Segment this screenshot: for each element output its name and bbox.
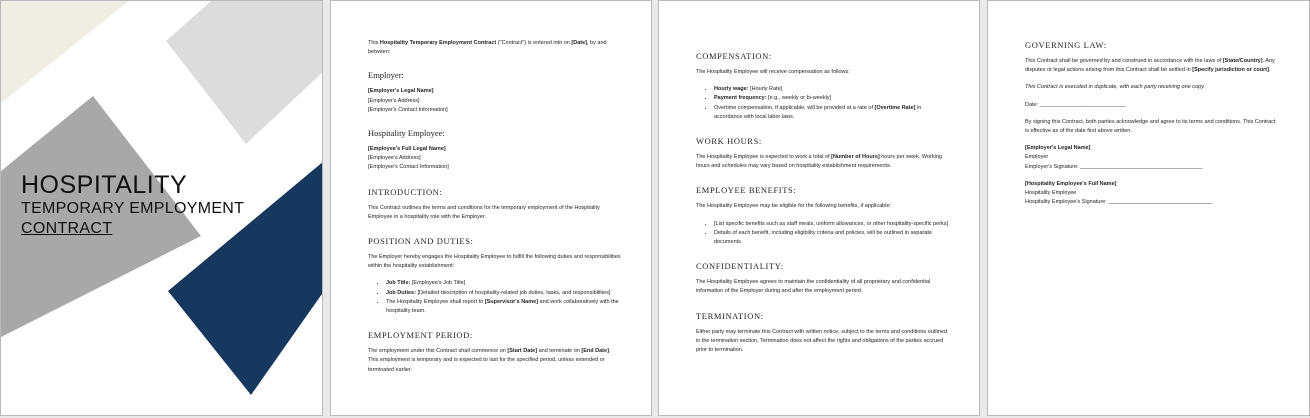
list-item: • Hourly wage: [Hourly Rate] bbox=[714, 85, 949, 94]
employee-signature-block: [Hospitality Employee's Full Name] Hospitality Employee Hospitality Employee's Signature: __________________________________ bbox=[1025, 180, 1279, 208]
cover-title-line2: TEMPORARY EMPLOYMENT bbox=[21, 200, 245, 217]
list-item: • [List specific benefits such as staff meals, uniform allowances, or other hospitality-specific perks] bbox=[714, 220, 949, 229]
employer-block: [Employer's Legal Name] [Employer's Address] [Employer's Contact Information] bbox=[368, 88, 448, 113]
period-heading: EMPLOYMENT PERIOD: bbox=[368, 330, 473, 341]
introduction-heading: INTRODUCTION: bbox=[368, 186, 443, 197]
benefits-list bbox=[696, 220, 949, 248]
cover-title bbox=[21, 171, 244, 239]
benefits-text: The Hospitality Employee may be eligible for the following benefits, if applicable: bbox=[696, 203, 892, 210]
cover-title-line3: CONTRACT bbox=[21, 220, 113, 237]
list-item: • Job Title: [Employee's Job Title] bbox=[386, 279, 621, 288]
light-gray-shape bbox=[166, 1, 323, 144]
compensation-list bbox=[696, 85, 949, 122]
date-line: Date: ____________________________ bbox=[1025, 101, 1126, 108]
list-item: • The Hospitality Employee shall report to [Supervisor's Name] and work collaboratively with the hospitality team. bbox=[386, 298, 621, 316]
cover-page bbox=[0, 0, 323, 416]
page-4 bbox=[987, 0, 1310, 416]
page-2 bbox=[330, 0, 652, 416]
list-item: • Job Duties: [Detailed description of hospitality-related job duties, tasks, and responsibilities] bbox=[386, 289, 621, 298]
termination-text: Either party may terminate this Contract with written notice, subject to the terms and conditions outlined in the termination section. Termination does not affect the rights and obligations of the parties accrued prior to termination. bbox=[696, 328, 947, 354]
position-heading: POSITION AND DUTIES: bbox=[368, 236, 474, 247]
governing-law-heading: GOVERNING LAW: bbox=[1025, 40, 1107, 50]
page-3 bbox=[658, 0, 980, 416]
employee-signature-line: Hospitality Employee's Signature: __________________________________ bbox=[1025, 199, 1213, 206]
termination-heading: TERMINATION: bbox=[696, 310, 764, 321]
intro-paragraph: This Hospitality Temporary Employment Contract ("Contract") is entered into on [Date], by and between: bbox=[368, 40, 607, 56]
employer-signature-line: Employer's Signature: ________________________________________ bbox=[1025, 163, 1203, 170]
confidentiality-text: The Hospitality Employee agrees to maintain the confidentiality of all proprietary and confidential information of the Employer during and after the employment period. bbox=[696, 279, 931, 295]
confidentiality-heading: CONFIDENTIALITY: bbox=[696, 261, 784, 272]
employee-heading: Hospitality Employee: bbox=[368, 128, 445, 139]
period-text: The employment under this Contract shall commence on [Start Date] and terminate on [End Date]. This employment is temporary and is expected to last for the specified period, unless extended or terminated earlier. bbox=[368, 348, 611, 373]
governing-law-text: This Contract shall be governed by and construed in accordance with the laws of [State/Country]. Any disputes or legal actions arising from this Contract shall be settled in [Specify jurisdiction or court]. bbox=[1025, 58, 1275, 74]
signing-text: By signing this Contract, both parties acknowledge and agree to its terms and conditions. This Contract is effective as of the date first above written. bbox=[1025, 118, 1276, 135]
work-hours-heading: WORK HOURS: bbox=[696, 136, 762, 147]
page-4-content bbox=[1025, 40, 1279, 207]
list-item: • Payment frequency: [e.g., weekly or bi-weekly] bbox=[714, 94, 949, 103]
position-text: The Employer hereby engages the Hospitality Employee to fulfill the following duties and responsibilities within the hospitality establishment: bbox=[368, 254, 621, 270]
cover-title-line1: HOSPITALITY bbox=[21, 171, 188, 199]
duties-list bbox=[368, 279, 621, 316]
employer-signature-block: [Employer's Legal Name] Employer Employer's Signature: ________________________________________ bbox=[1025, 144, 1279, 172]
list-item: • Overtime compensation, if applicable, will be provided at a rate of [Overtime Rate] in accordance with local labor laws. bbox=[714, 104, 949, 122]
benefits-heading: EMPLOYEE BENEFITS: bbox=[696, 185, 797, 196]
employee-block: [Employee's Full Legal Name] [Employee's Address] [Employee's Contact Information] bbox=[368, 146, 449, 171]
compensation-text: The Hospitality Employee will receive compensation as follows: bbox=[696, 69, 850, 75]
duplicate-note: This Contract is executed in duplicate, with each party receiving one copy. bbox=[1025, 84, 1205, 91]
compensation-heading: COMPENSATION: bbox=[696, 51, 772, 61]
list-item: • Details of each benefit, including eligibility criteria and policies, will be outlined in separate documents. bbox=[714, 229, 949, 247]
beige-shape bbox=[1, 1, 129, 103]
page-3-content bbox=[696, 51, 949, 363]
employer-heading: Employer: bbox=[368, 70, 404, 81]
introduction-text: This Contract outlines the terms and conditions for the temporary employment of the Hospitality Employee in a hospitality role with the Employer. bbox=[368, 204, 600, 220]
work-hours-text: The Hospitality Employee is expected to work a total of [Number of Hours] hours per week. Working hours and schedules may vary based on hospitality establishment requirements. bbox=[696, 154, 942, 170]
page-2-content bbox=[368, 39, 621, 383]
